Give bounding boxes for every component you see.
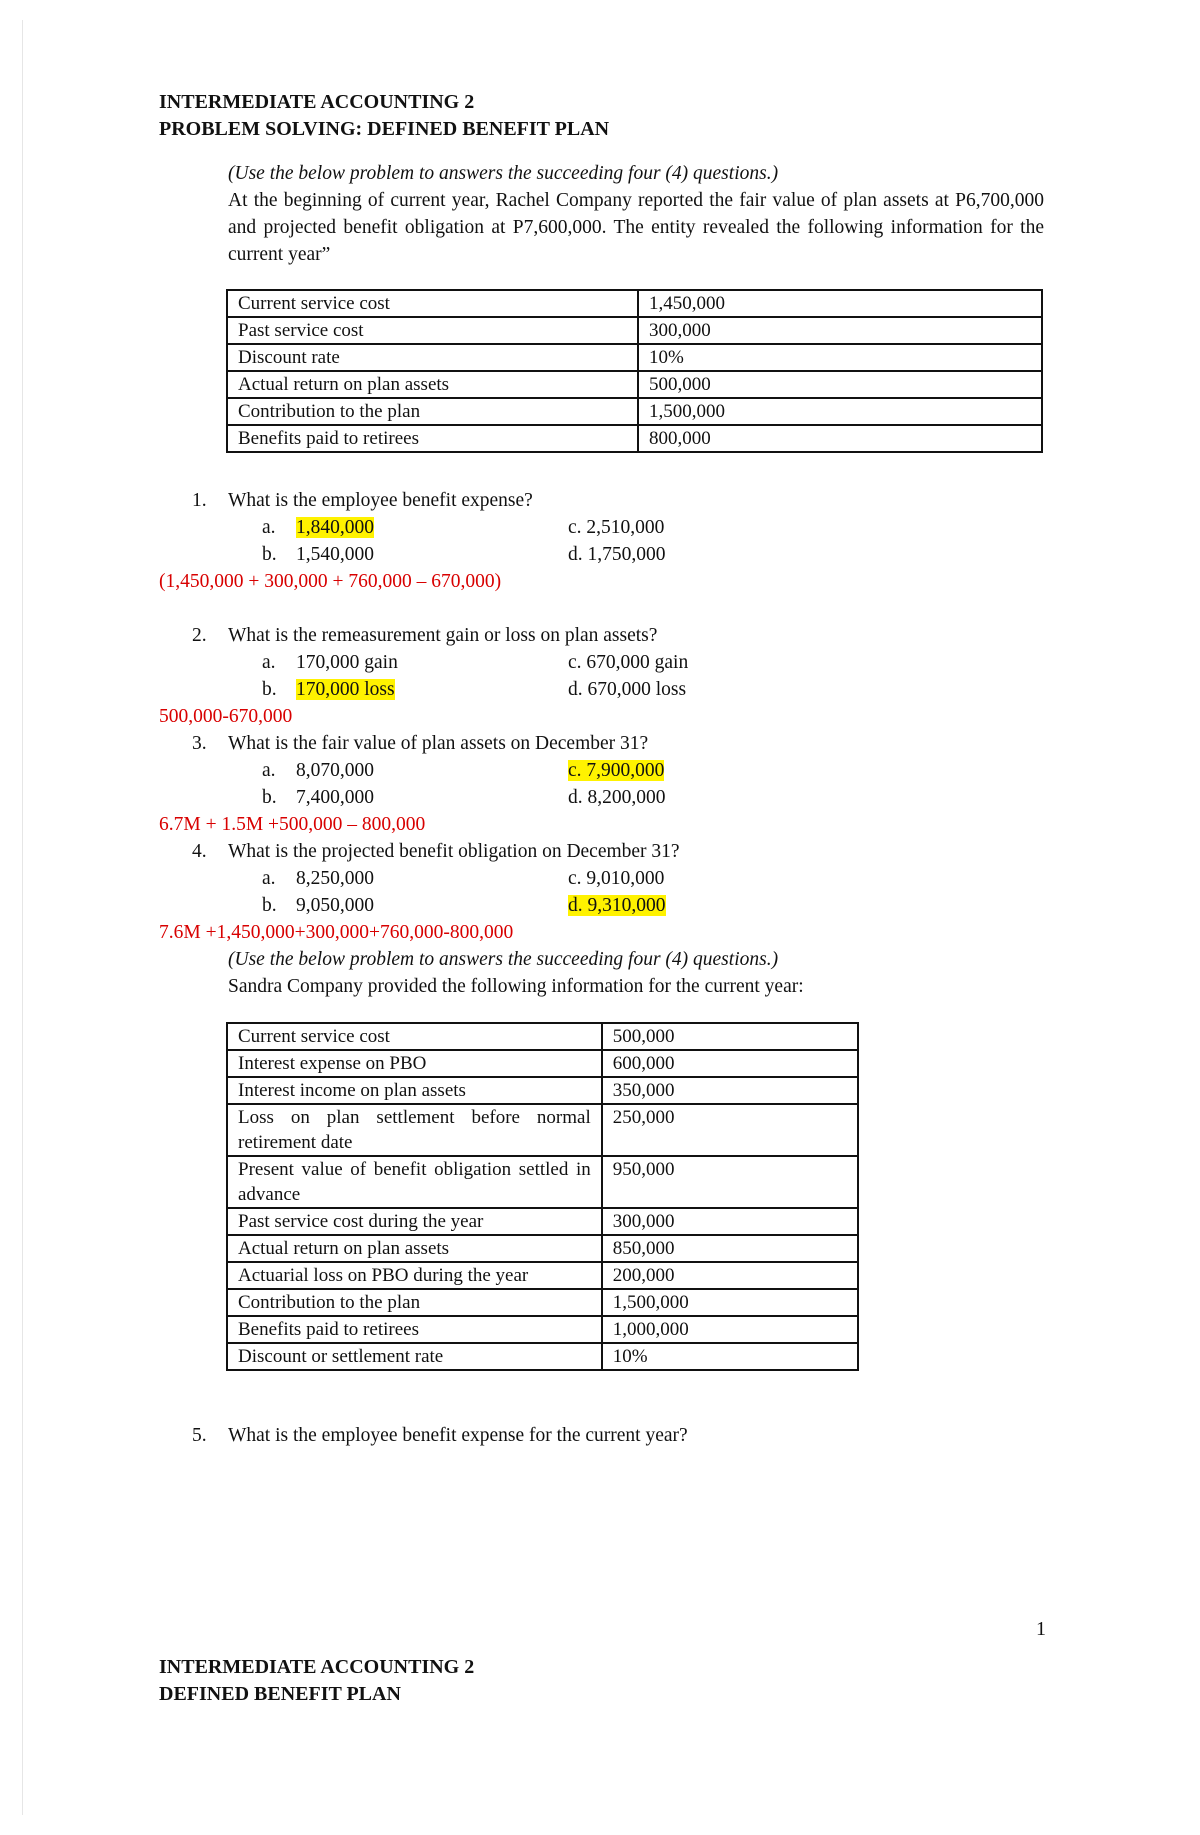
option-value: 7,900,000 — [586, 760, 665, 781]
question-number: 1. — [192, 490, 207, 511]
problem2-text: Sandra Company provided the following information for the current year: — [228, 976, 804, 997]
table-row — [227, 1050, 858, 1077]
option-letter: a. — [262, 652, 276, 673]
table-row — [227, 1077, 858, 1104]
option-value: 9,310,000 — [587, 895, 666, 916]
option-letter: d. — [568, 679, 588, 700]
option-value: 170,000 gain — [296, 652, 398, 673]
question-number: 4. — [192, 841, 207, 862]
table-row — [227, 1156, 858, 1208]
table-cell-label: Discount or settlement rate — [227, 1343, 602, 1370]
problem1-intro — [228, 160, 1044, 268]
table-cell-label: Discount rate — [227, 344, 638, 371]
table-cell-value: 850,000 — [602, 1235, 858, 1262]
option-value-highlighted: c. 7,900,000 — [568, 760, 665, 781]
question-text: What is the employee benefit expense? — [228, 490, 533, 511]
option-value: 8,070,000 — [296, 760, 374, 781]
option-value: 670,000 loss — [587, 679, 687, 700]
table-cell-value: 350,000 — [602, 1077, 858, 1104]
table-cell-label: Actual return on plan assets — [227, 1235, 602, 1262]
option-value: 9,050,000 — [296, 895, 374, 916]
table-cell-value: 500,000 — [602, 1023, 858, 1050]
solution-2: 500,000-670,000 — [159, 706, 293, 727]
problem2-table — [226, 1022, 859, 1371]
header-course-title: INTERMEDIATE ACCOUNTING 2 — [159, 91, 475, 113]
table-cell-label: Actual return on plan assets — [227, 371, 638, 398]
table-row — [227, 1262, 858, 1289]
option-letter: b. — [262, 787, 277, 808]
table-cell-value: 800,000 — [638, 425, 1042, 452]
table-cell-value: 1,000,000 — [602, 1316, 858, 1343]
option-value-highlighted: 1,840,000 — [296, 517, 374, 538]
table-row — [227, 425, 1042, 452]
option-2c — [568, 649, 688, 676]
option-letter: c. — [568, 652, 587, 673]
option-value: 7,400,000 — [296, 787, 374, 808]
table-cell-label: Contribution to the plan — [227, 398, 638, 425]
option-2a — [262, 649, 398, 676]
table-cell-value: 600,000 — [602, 1050, 858, 1077]
table-cell-label: Past service cost — [227, 317, 638, 344]
option-1b — [262, 541, 374, 568]
option-value-highlighted: d. 9,310,000 — [568, 895, 666, 916]
option-letter: b. — [262, 679, 277, 700]
question-text: What is the employee benefit expense for the current year? — [228, 1425, 688, 1446]
solution-3: 6.7M + 1.5M +500,000 – 800,000 — [159, 814, 426, 835]
option-letter: a. — [262, 517, 276, 538]
table-cell-label: Actuarial loss on PBO during the year — [227, 1262, 602, 1289]
problem1-text: At the beginning of current year, Rachel Company reported the fair value of plan assets at P6,700,000 and projected benefit obligation at P7,600,000. The entity revealed the following information for the current year” — [228, 190, 1044, 265]
option-letter: d. — [568, 544, 588, 565]
table-row — [227, 1343, 858, 1370]
question-text: What is the fair value of plan assets on December 31? — [228, 733, 649, 754]
option-1a — [262, 514, 374, 541]
table-row — [227, 1235, 858, 1262]
option-value: 1,540,000 — [296, 544, 374, 565]
table-row — [227, 1023, 858, 1050]
option-3a — [262, 757, 374, 784]
table-cell-value: 300,000 — [602, 1208, 858, 1235]
table-row — [227, 1316, 858, 1343]
option-4c — [568, 865, 664, 892]
page-number: 1 — [1036, 1618, 1046, 1640]
question-2 — [192, 622, 657, 649]
table-cell-label: Current service cost — [227, 1023, 602, 1050]
table-row — [227, 290, 1042, 317]
problem2-note: (Use the below problem to answers the succeeding four (4) questions.) — [228, 949, 779, 970]
question-5 — [192, 1422, 688, 1449]
option-3c — [568, 757, 664, 784]
option-letter: a. — [262, 868, 276, 889]
table-row — [227, 317, 1042, 344]
table-cell-label: Present value of benefit obligation settled in advance — [227, 1156, 602, 1208]
option-value: 8,250,000 — [296, 868, 374, 889]
option-letter: b. — [262, 544, 277, 565]
table-row — [227, 398, 1042, 425]
option-4d — [568, 892, 666, 919]
option-value: 2,510,000 — [586, 517, 665, 538]
problem1-note: (Use the below problem to answers the succeeding four (4) questions.) — [228, 163, 779, 184]
table-cell-label: Interest expense on PBO — [227, 1050, 602, 1077]
table-cell-label: Contribution to the plan — [227, 1289, 602, 1316]
header-topic-title: PROBLEM SOLVING: DEFINED BENEFIT PLAN — [159, 118, 610, 140]
table-row — [227, 344, 1042, 371]
option-2b — [262, 676, 395, 703]
option-4b — [262, 892, 374, 919]
table-cell-value: 950,000 — [602, 1156, 858, 1208]
table-cell-label: Current service cost — [227, 290, 638, 317]
table-cell-value: 200,000 — [602, 1262, 858, 1289]
table-cell-label: Benefits paid to retirees — [227, 425, 638, 452]
question-4 — [192, 838, 680, 865]
table-row — [227, 1208, 858, 1235]
table-cell-label: Interest income on plan assets — [227, 1077, 602, 1104]
option-letter: a. — [262, 760, 276, 781]
question-1 — [192, 487, 533, 514]
table-cell-label: Loss on plan settlement before normal retirement date — [227, 1104, 602, 1156]
solution-4: 7.6M +1,450,000+300,000+760,000-800,000 — [159, 922, 514, 943]
option-value-highlighted: 170,000 loss — [296, 679, 395, 700]
table-cell-value: 500,000 — [638, 371, 1042, 398]
option-1d — [568, 541, 666, 568]
table-cell-value: 1,500,000 — [638, 398, 1042, 425]
problem1-table — [226, 289, 1043, 453]
question-text: What is the projected benefit obligation on December 31? — [228, 841, 680, 862]
option-2d — [568, 676, 686, 703]
option-value: 1,750,000 — [587, 544, 666, 565]
table-cell-value: 10% — [638, 344, 1042, 371]
footer-topic-title: DEFINED BENEFIT PLAN — [159, 1683, 401, 1705]
table-row — [227, 1289, 858, 1316]
question-number: 2. — [192, 625, 207, 646]
option-4a — [262, 865, 374, 892]
option-3b — [262, 784, 374, 811]
table-cell-label: Benefits paid to retirees — [227, 1316, 602, 1343]
question-3 — [192, 730, 648, 757]
option-3d — [568, 784, 666, 811]
question-text: What is the remeasurement gain or loss on plan assets? — [228, 625, 658, 646]
table-cell-value: 10% — [602, 1343, 858, 1370]
table-cell-label: Past service cost during the year — [227, 1208, 602, 1235]
option-letter: c. — [568, 517, 587, 538]
option-letter: d. — [568, 787, 588, 808]
option-value: 9,010,000 — [586, 868, 665, 889]
problem2-intro — [228, 946, 1044, 1000]
table-cell-value: 250,000 — [602, 1104, 858, 1156]
footer-course-title: INTERMEDIATE ACCOUNTING 2 — [159, 1656, 475, 1678]
option-value: 670,000 gain — [586, 652, 689, 673]
table-cell-value: 1,500,000 — [602, 1289, 858, 1316]
option-letter: c. — [568, 868, 587, 889]
solution-1: (1,450,000 + 300,000 + 760,000 – 670,000) — [159, 571, 502, 592]
option-1c — [568, 514, 664, 541]
table-cell-value: 1,450,000 — [638, 290, 1042, 317]
option-letter: b. — [262, 895, 277, 916]
table-row — [227, 1104, 858, 1156]
question-number: 5. — [192, 1425, 207, 1446]
question-number: 3. — [192, 733, 207, 754]
table-cell-value: 300,000 — [638, 317, 1042, 344]
table-row — [227, 371, 1042, 398]
option-value: 8,200,000 — [587, 787, 666, 808]
